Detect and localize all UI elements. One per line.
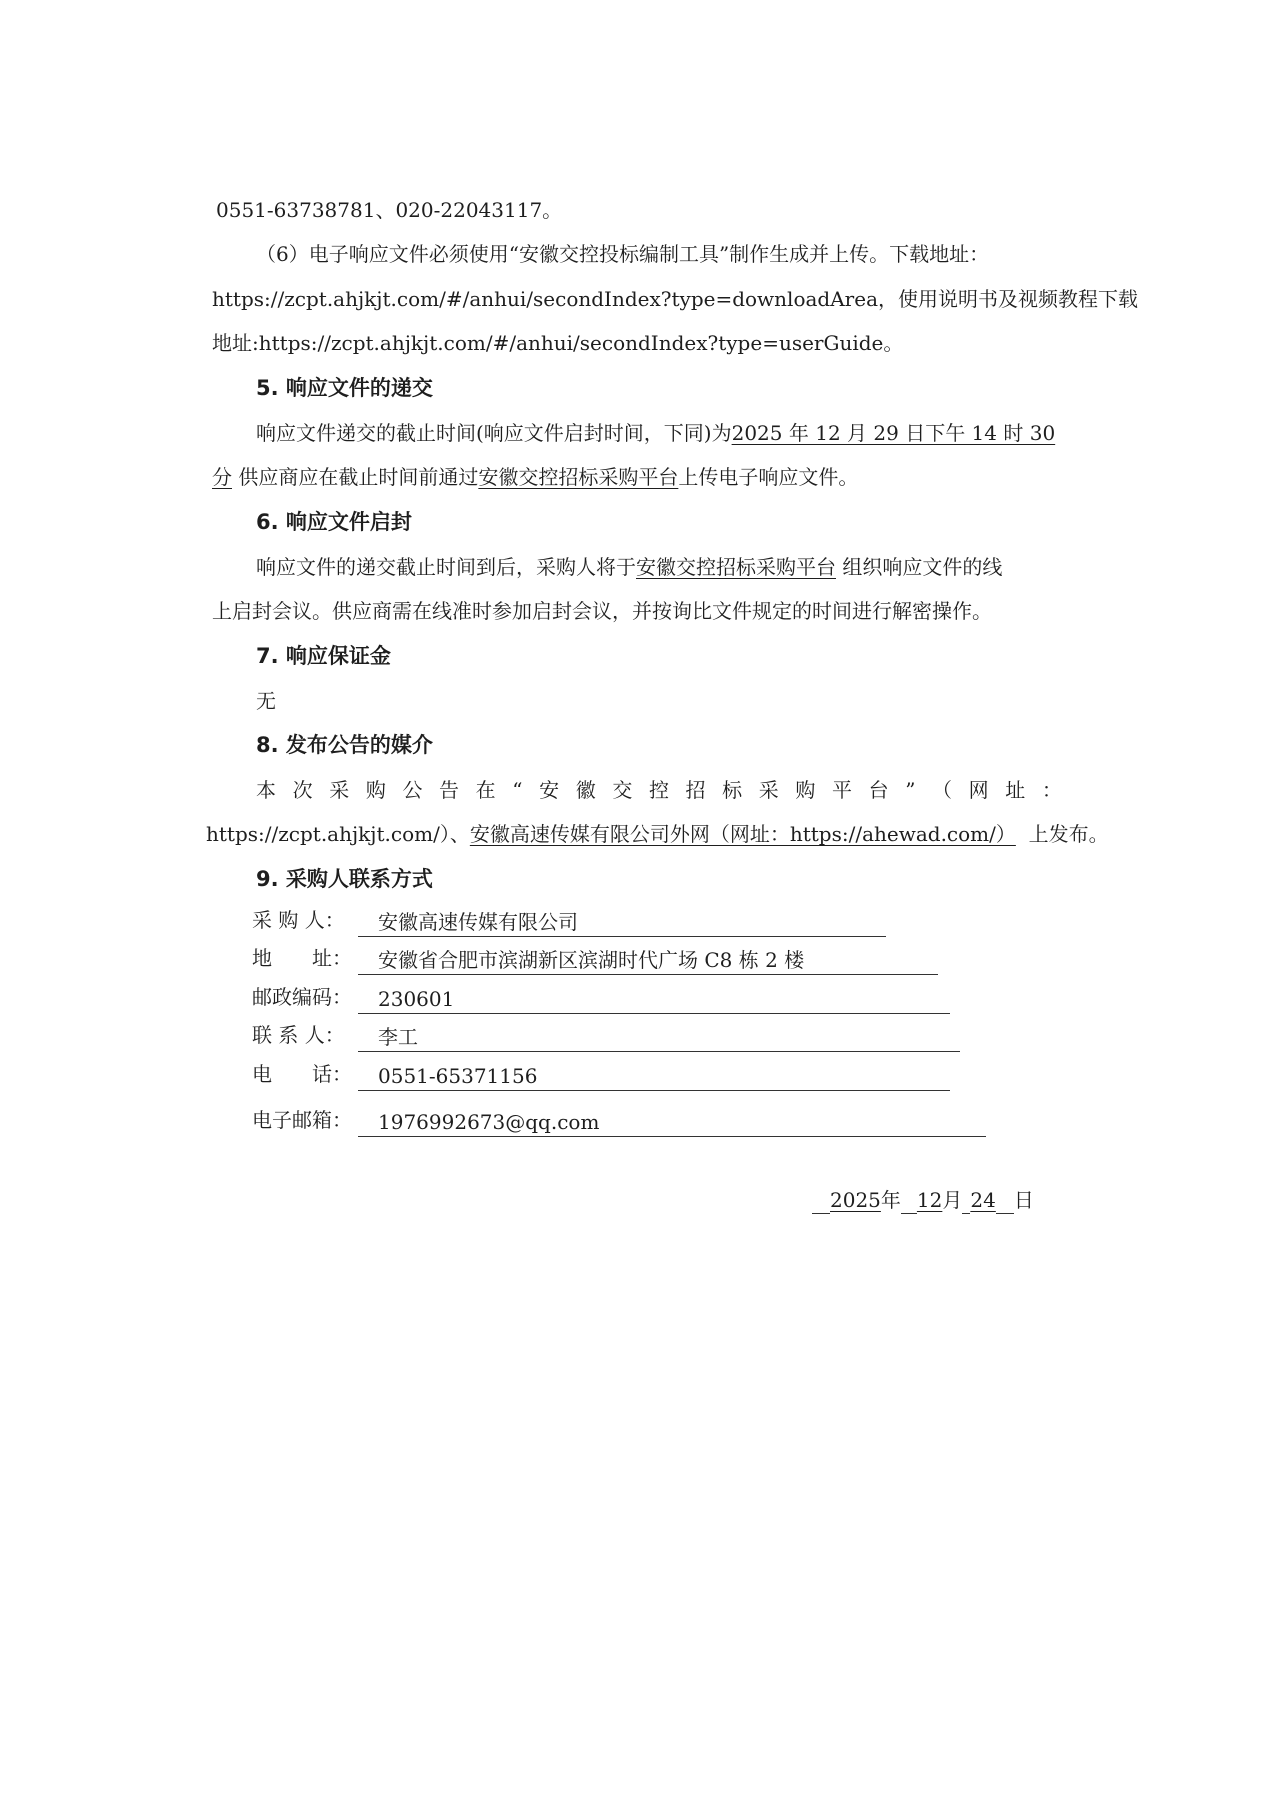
contact-label: 联 系 人： [252, 1023, 345, 1047]
section8-line2-end: 上发布。 [1028, 822, 1109, 846]
purchaser-label: 采 购 人： [252, 908, 345, 932]
purchaser-value: 安徽高速传媒有限公司 [378, 910, 578, 934]
date-month-unit: 月 [942, 1188, 963, 1212]
section8-line1-char: 本 [256, 778, 276, 802]
section8-line1-char: 平 [831, 778, 852, 802]
phone-field [358, 1060, 950, 1091]
section8-line1-char: 台 [868, 778, 889, 802]
section8-line1-char: 次 [292, 778, 313, 802]
section5-line1 [256, 419, 1055, 447]
contact-row-email [252, 1106, 1002, 1136]
section7-content: 无 [256, 689, 276, 713]
section9-heading: 9. 采购人联系方式 [256, 867, 433, 891]
section5-platform-link[interactable]: 安徽交控招标采购平台 [478, 465, 679, 489]
section6-heading: 6. 响应文件启封 [256, 510, 412, 534]
contact-row-purchaser [252, 906, 952, 936]
address-value: 安徽省合肥市滨湖新区滨湖时代广场 C8 栋 2 楼 [378, 948, 805, 972]
email-label: 电子邮箱： [252, 1108, 352, 1132]
section8-line1-char: 在 [475, 778, 496, 802]
section5-line2-end: 上传电子响应文件。 [678, 465, 859, 489]
section8-line1-char: （ [932, 778, 953, 802]
section8-line1-char: 购 [795, 778, 816, 802]
section8-line1-char: 告 [439, 778, 460, 802]
section8-line1-char: 安 [539, 778, 560, 802]
section8-line2 [206, 820, 1109, 848]
section5-line2 [212, 463, 858, 491]
section8-line1-char: 交 [612, 778, 633, 802]
contact-field [358, 1021, 960, 1052]
section6-platform-link[interactable]: 安徽交控招标采购平台 [636, 555, 836, 579]
section7-heading: 7. 响应保证金 [256, 644, 391, 668]
postcode-label: 邮政编码： [252, 985, 352, 1009]
section8-line1-char: 招 [685, 778, 706, 802]
section8-company-site-link[interactable]: 安徽高速传媒有限公司外网（网址：https://ahewad.com/） [469, 822, 1016, 846]
section8-line1-char: 标 [722, 778, 743, 802]
section8-line1-char: 控 [648, 778, 669, 802]
section8-line1-char: 徽 [575, 778, 596, 802]
section5-line2-text: 供应商应在截止时间前通过 [238, 465, 479, 489]
address-field [358, 944, 938, 975]
contact-row-address [252, 944, 952, 974]
date-month: 12 [916, 1188, 943, 1212]
section8-line1-char: 采 [329, 778, 350, 802]
address-label: 地 址： [252, 946, 352, 970]
section6-line1-end: 组织响应文件的线 [842, 555, 1003, 579]
section5-line1-text: 响应文件递交的截止时间(响应文件启封时间，下同)为 [256, 421, 732, 445]
para6-line1: （6）电子响应文件必须使用“安徽交控投标编制工具”制作生成并上传。下载地址： [256, 242, 990, 266]
email-value[interactable]: 1976992673@qq.com [378, 1110, 600, 1134]
phone-label: 电 话： [252, 1062, 352, 1086]
date-day: 24 [970, 1188, 996, 1212]
postcode-field [358, 983, 950, 1014]
contact-row-phone [252, 1060, 972, 1090]
section8-line1-char: ” [905, 778, 916, 802]
section8-line1-char: 采 [758, 778, 779, 802]
section8-line2-url[interactable]: https://zcpt.ahjkjt.com/）、 [206, 822, 470, 846]
section6-line1-text: 响应文件的递交截止时间到后，采购人将于 [256, 555, 636, 579]
section8-line1-char: 址 [1005, 778, 1026, 802]
section8-line1 [256, 776, 1062, 804]
section8-line1-char: “ [512, 778, 523, 802]
postcode-value: 230601 [378, 987, 455, 1011]
section5-deadline-date: 2025 年 12 月 29 日下午 14 时 30 [731, 421, 1056, 445]
para6-line2: https://zcpt.ahjkjt.com/#/anhui/secondIndex?type=downloadArea，使用说明书及视频教程下载 [212, 287, 1138, 311]
purchaser-field [358, 906, 886, 937]
contact-value: 李工 [378, 1025, 418, 1049]
date-day-unit: 日 [1013, 1188, 1034, 1212]
contact-row-contact [252, 1021, 982, 1051]
date-year-unit: 年 [880, 1188, 901, 1212]
para6-line3: 地址:https://zcpt.ahjkjt.com/#/anhui/secondIndex?type=userGuide。 [212, 331, 904, 355]
section8-line1-char: 公 [402, 778, 423, 802]
section5-deadline-minute: 分 [212, 465, 232, 489]
section6-line2: 上启封会议。供应商需在线准时参加启封会议，并按询比文件规定的时间进行解密操作。 [212, 599, 992, 623]
signing-date [812, 1186, 1034, 1214]
contact-row-postcode [252, 983, 972, 1013]
para4-tail: 0551-63738781、020-22043117。 [216, 198, 563, 222]
email-field [358, 1106, 986, 1137]
section8-line1-char: ： [1041, 778, 1062, 802]
section8-heading: 8. 发布公告的媒介 [256, 733, 433, 757]
date-year: 2025 [830, 1188, 881, 1212]
section6-line1 [256, 553, 1002, 581]
phone-value: 0551-65371156 [378, 1064, 538, 1088]
section8-line1-char: 网 [968, 778, 989, 802]
section8-line1-char: 购 [365, 778, 386, 802]
section5-heading: 5. 响应文件的递交 [256, 376, 433, 400]
